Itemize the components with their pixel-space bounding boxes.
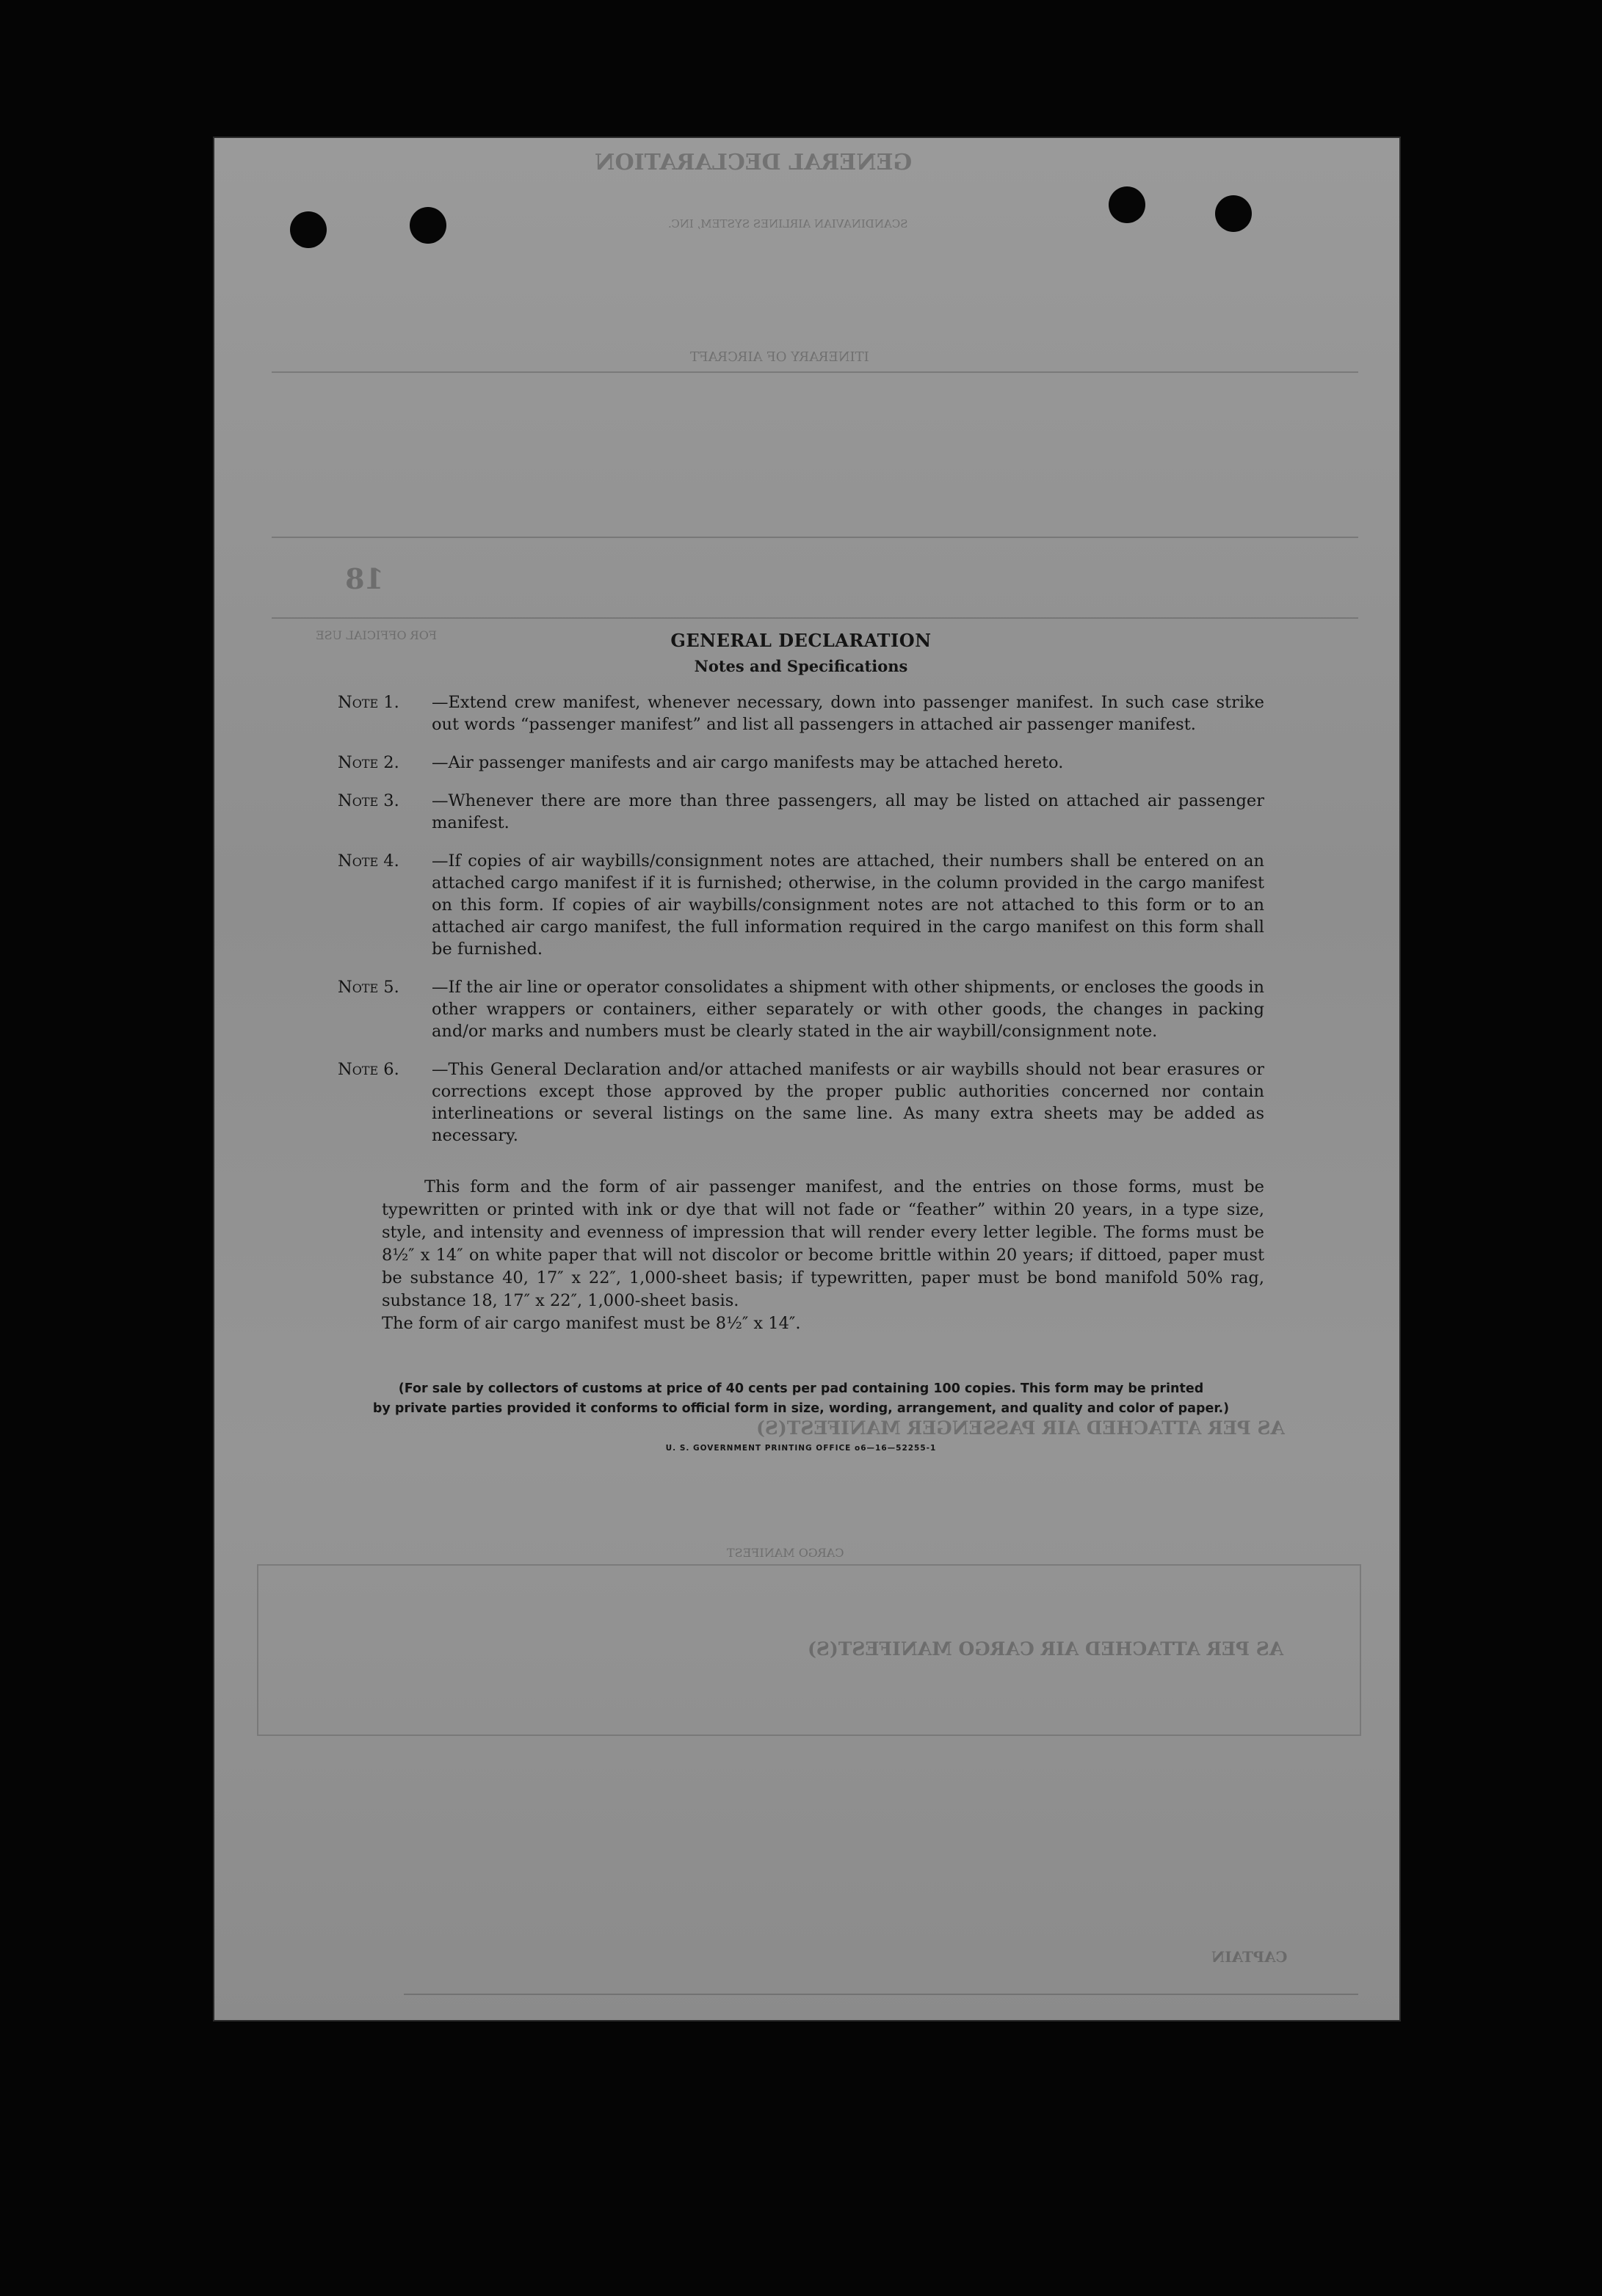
bleed-passenger-stamp: AS PER ATTACHED AIR PASSENGER MANIFEST(S) [756, 1417, 1285, 1439]
punch-hole-1 [290, 211, 327, 248]
bleed-rule [404, 1994, 1358, 1995]
punch-hole-2 [410, 207, 446, 244]
bleed-captain: CAPTAIN [1211, 1948, 1288, 1966]
punch-hole-3 [1109, 186, 1145, 223]
note-text: —Air passenger manifests and air cargo manifests may be attached hereto. [432, 753, 1064, 772]
sale-footer [338, 1379, 1264, 1419]
note-text: —Whenever there are more than three passengers, all may be listed on attached air passenger manifest. [432, 791, 1264, 832]
form-specification-paragraph [382, 1176, 1264, 1335]
bleed-itinerary: ITINERARY OF AIRCRAFT [690, 349, 869, 365]
bleed-rule [272, 537, 1358, 538]
punch-hole-4 [1215, 195, 1252, 232]
note-5 [338, 976, 1264, 1042]
note-label: Note 5. [338, 978, 399, 997]
bleed-header: GENERAL DECLARATION [595, 150, 913, 175]
note-2 [338, 752, 1264, 774]
page-subtitle: Notes and Specifications [694, 657, 908, 675]
bleed-rule [272, 617, 1358, 619]
paragraph-last-line: The form of air cargo manifest must be 8½″ x 14″. [382, 1314, 801, 1333]
note-3 [338, 790, 1264, 834]
bleed-number-18: 18 [345, 562, 384, 595]
note-label: Note 2. [338, 753, 399, 772]
note-text: —If the air line or operator consolidates a shipment with other shipments, or encloses the goods in other wrappers or containers, either separately or with other goods, the changes in packing and/or marks and numbers must be clearly stated in the air waybill/consignment note. [432, 978, 1264, 1041]
bleed-cargo-manifest: CARGO MANIFEST [727, 1546, 844, 1560]
note-text: —This General Declaration and/or attached manifests or air waybills should not bear erasures or corrections except those approved by the proper public authorities concerned nor contain interlineations or several listings on the same line. As many extra sheets may be added as necessary. [432, 1060, 1264, 1145]
note-text: —If copies of air waybills/consignment notes are attached, their numbers shall be entered on an attached cargo manifest if it is furnished; otherwise, in the column provided in the cargo manifest on this form. If copies of air waybills/consignment notes are not attached to this form or to an attached air cargo manifest, the full information required in the cargo manifest on this form shall be furnished. [432, 851, 1264, 959]
bleed-rule [272, 371, 1358, 373]
bleed-operator: SCANDINAVIAN AIRLINES SYSTEM, INC. [668, 217, 908, 230]
note-label: Note 1. [338, 693, 399, 712]
note-text: —Extend crew manifest, whenever necessary, down into passenger manifest. In such case strike out words “passenger manifest” and list all passengers in attached air passenger manifest. [432, 693, 1264, 734]
paragraph-text: This form and the form of air passenger manifest, and the entries on those forms, must be typewritten or printed with ink or dye that will not fade or “feather” within 20 years, in a type size, style, and intensity and evenness of impression that will render every letter legible. The forms must be 8½″ x 14″ on white paper that will not discolor or become brittle within 20 years; if dittoed, paper must be substance 40, 17″ x 22″, 1,000-sheet basis; if typewritten, paper must be bond manifold 50% rag, substance 18, 17″ x 22″, 1,000-sheet basis. [382, 1177, 1264, 1310]
footer-line-2: by private parties provided it conforms to official form in size, wording, arrangement, and quality and color of paper.) [372, 1401, 1230, 1416]
note-6 [338, 1058, 1264, 1147]
note-4 [338, 850, 1264, 960]
bleed-cargo-stamp: AS PER ATTACHED AIR CARGO MANIFEST(S) [808, 1638, 1284, 1660]
note-label: Note 6. [338, 1060, 399, 1079]
note-label: Note 4. [338, 851, 399, 871]
note-label: Note 3. [338, 791, 399, 810]
bleed-official-use: FOR OFFICIAL USE [316, 628, 437, 642]
page-title: GENERAL DECLARATION [670, 630, 932, 651]
notes-and-specifications [338, 630, 1264, 1453]
printing-office-line: U. S. GOVERNMENT PRINTING OFFICE o6—16—52255-1 [665, 1444, 937, 1453]
footer-line-1: (For sale by collectors of customs at price of 40 cents per pad containing 100 copies. This form may be printed [398, 1381, 1204, 1396]
note-1 [338, 691, 1264, 735]
